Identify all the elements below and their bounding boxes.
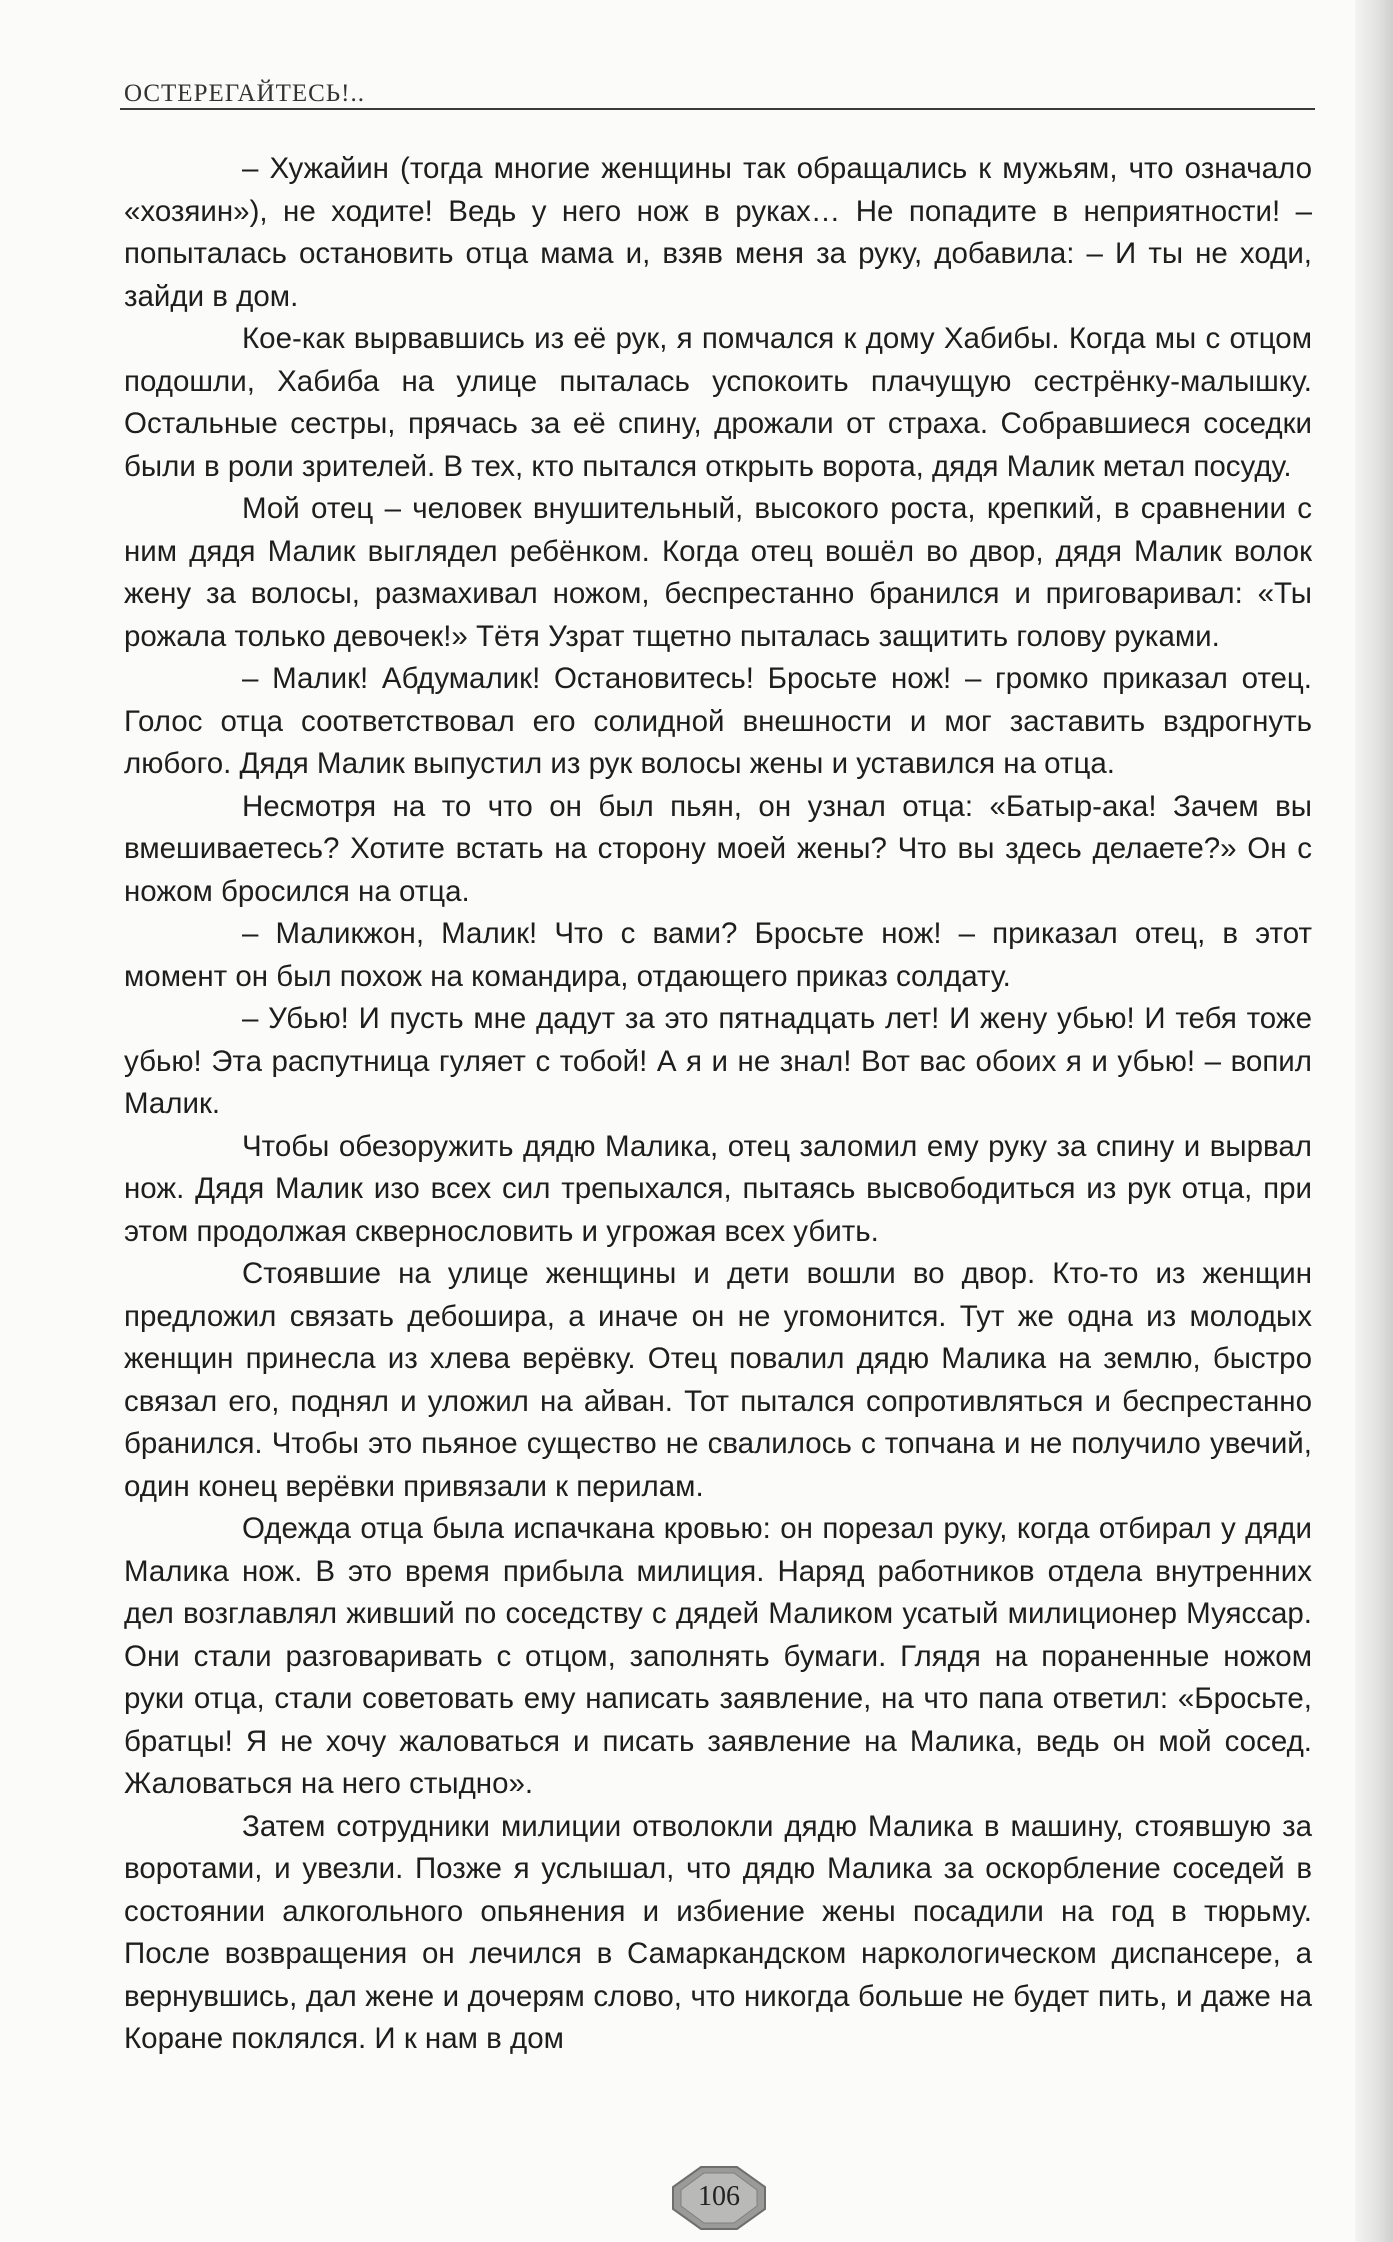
- header-rule: [120, 108, 1315, 110]
- paragraph: Стоявшие на улице женщины и дети вошли во двор. Кто-то из женщин предложил связать дебошира, а иначе он не угомонится. Тут же одна из молодых женщин принесла из хлева верёвку. Отец повалил дядю Малика на землю, быстро связал его, поднял и уложил на айван. Тот пытался сопротивляться и беспрестанно бранился. Чтобы это пьяное существо не свалилось с топчана и не получило увечий, один конец верёвки привязали к перилам.: [124, 1257, 1312, 1503]
- paragraph: – Малик! Абдумалик! Остановитесь! Бросьте нож! – громко приказал отец. Голос отца соответствовал его солидной внешности и мог заставить вздрогнуть любого. Дядя Малик выпустил из рук волосы жены и уставился на отца.: [124, 662, 1312, 780]
- paragraph: Кое-как вырвавшись из её рук, я помчался к дому Хабибы. Когда мы с отцом подошли, Хабиба на улице пыталась успокоить плачущую сестрёнку-малышку. Остальные сестры, прячась за её спину, дрожали от страха. Собравшиеся соседки были в роли зрителей. В тех, кто пытался открыть ворота, дядя Малик метал посуду.: [124, 322, 1312, 483]
- page-number-ornament: [671, 2165, 767, 2231]
- running-head: ОСТЕРЕГАЙТЕСЬ!..: [124, 80, 365, 107]
- paragraph: Несмотря на то что он был пьян, он узнал отца: «Батыр-ака! Зачем вы вмешиваетесь? Хотите встать на сторону моей жены? Что вы здесь делаете?» Он с ножом бросился на отца.: [124, 789, 1312, 908]
- paragraph: – Убью! И пусть мне дадут за это пятнадцать лет! И жену убью! И тебя тоже убью! Эта распутница гуляет с тобой! А я и не знал! Вот вас обоих я и убью! – вопил Малик.: [124, 1002, 1312, 1120]
- paragraph: Одежда отца была испачкана кровью: он порезал руку, когда отбирал у дяди Малика нож. В это время прибыла милиция. Наряд работников отдела внутренних дел возглавлял живший по соседству с дядей Маликом усатый милиционер Муяссар. Они стали разговаривать с отцом, заполнять бумаги. Глядя на пораненные ножом руки отца, стали советовать ему написать заявление, на что папа ответил: «Бросьте, братцы! Я не хочу жаловаться и писать заявление на Малика, ведь он мой сосед. Жаловаться на него стыдно».: [124, 1512, 1312, 1800]
- paragraph: – Хужайин (тогда многие женщины так обращались к мужьям, что означало «хозяин»), не ходите! Ведь у него нож в руках… Не попадите в неприятности! – попыталась остановить отца мама и, взяв меня за руку, добавила: – И ты не ходи, зайди в дом.: [124, 152, 1312, 313]
- body-text: [124, 148, 1312, 2061]
- page-edge-shadow: [1355, 0, 1393, 2242]
- paragraph: Чтобы обезоружить дядю Малика, отец заломил ему руку за спину и вырвал нож. Дядя Малик изо всех сил трепыхался, пытаясь высвободиться из рук отца, при этом продолжая сквернословить и угрожая всех убить.: [124, 1129, 1312, 1248]
- paragraph: Мой отец – человек внушительный, высокого роста, крепкий, в сравнении с ним дядя Малик выглядел ребёнком. Когда отец вошёл во двор, дядя Малик волок жену за волосы, размахивал ножом, беспрестанно бранился и приговаривал: «Ты рожала только девочек!» Тётя Узрат тщетно пыталась защитить голову руками.: [124, 492, 1312, 653]
- paragraph: Затем сотрудники милиции отволокли дядю Малика в машину, стоявшую за воротами, и увезли. Позже я услышал, что дядю Малика за оскорбление соседей в состоянии алкогольного опьянения и избиение жены посадили на год в тюрьму. После возвращения он лечился в Самаркандском наркологическом диспансере, а вернувшись, дал жене и дочерям слово, что никогда больше не будет пить, и даже на Коране поклялся. И к нам в дом: [124, 1809, 1312, 2055]
- page-number: 106: [698, 2181, 740, 2212]
- paragraph: – Маликжон, Малик! Что с вами? Бросьте нож! – приказал отец, в этот момент он был похож на командира, отдающего приказ солдату.: [124, 917, 1312, 993]
